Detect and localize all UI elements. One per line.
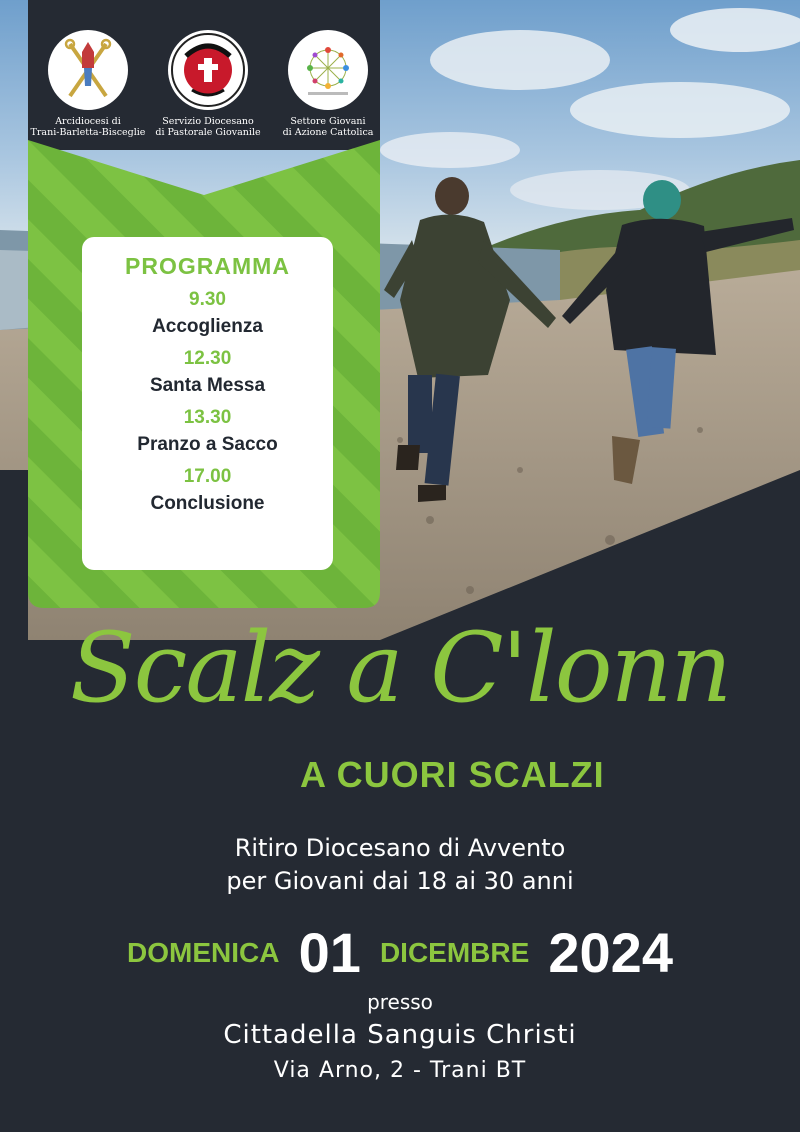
date-weekday: DOMENICA [127, 936, 280, 968]
logo-azione-cattolica [268, 30, 388, 138]
date-year: 2024 [548, 921, 673, 984]
logo-caption-line2: di Azione Cattolica [282, 127, 374, 138]
programme-time: 13.30 [183, 407, 232, 428]
logo-caption-line2: di Pastorale Giovanile [155, 127, 261, 138]
logo-caption-line1: Arcidiocesi di [55, 116, 121, 127]
programme-label: Santa Messa [149, 375, 266, 396]
programme-item [82, 348, 333, 398]
programme-time: 12.30 [183, 348, 232, 369]
logo-caption-line1: Settore Giovani [290, 116, 366, 127]
venue-address: Via Arno, 2 - Trani BT [273, 1058, 527, 1083]
logo-caption-line2: Trani-Barletta-Bisceglie [30, 127, 146, 138]
event-script-title: Scalz a C'lonn [69, 612, 731, 724]
azione-cattolica-network-icon [288, 30, 368, 110]
logo-caption-line1: Servizio Diocesano [162, 116, 254, 127]
programme-time: 17.00 [183, 466, 232, 487]
date-day: 01 [298, 921, 361, 984]
venue-intro: presso [367, 990, 433, 1014]
programme-time: 9.30 [189, 289, 226, 310]
event-date [0, 920, 800, 985]
description-line1: Ritiro Diocesano di Avvento [234, 834, 566, 862]
programme-item [82, 466, 333, 516]
event-description [0, 832, 800, 898]
venue-name: Cittadella Sanguis Christi [223, 1020, 577, 1050]
programme-item [82, 289, 333, 339]
description-line2: per Giovani dai 18 ai 30 anni [226, 867, 574, 895]
programme-label: Conclusione [150, 493, 265, 514]
programme-title: PROGRAMMA [125, 253, 290, 279]
date-month: DICEMBRE [379, 936, 530, 968]
programme-item [82, 407, 333, 457]
pastorale-giovanile-seal-icon [168, 30, 248, 110]
programme-label: Accoglienza [152, 316, 263, 337]
logo-pastorale-giovanile [148, 30, 268, 138]
programme-label: Pranzo a Sacco [137, 434, 278, 455]
crossed-croziers-crest-icon [48, 30, 128, 110]
event-subtitle: A CUORI SCALZI [300, 754, 605, 795]
programme-card [82, 237, 333, 570]
logo-arcidiocesi [28, 30, 148, 138]
